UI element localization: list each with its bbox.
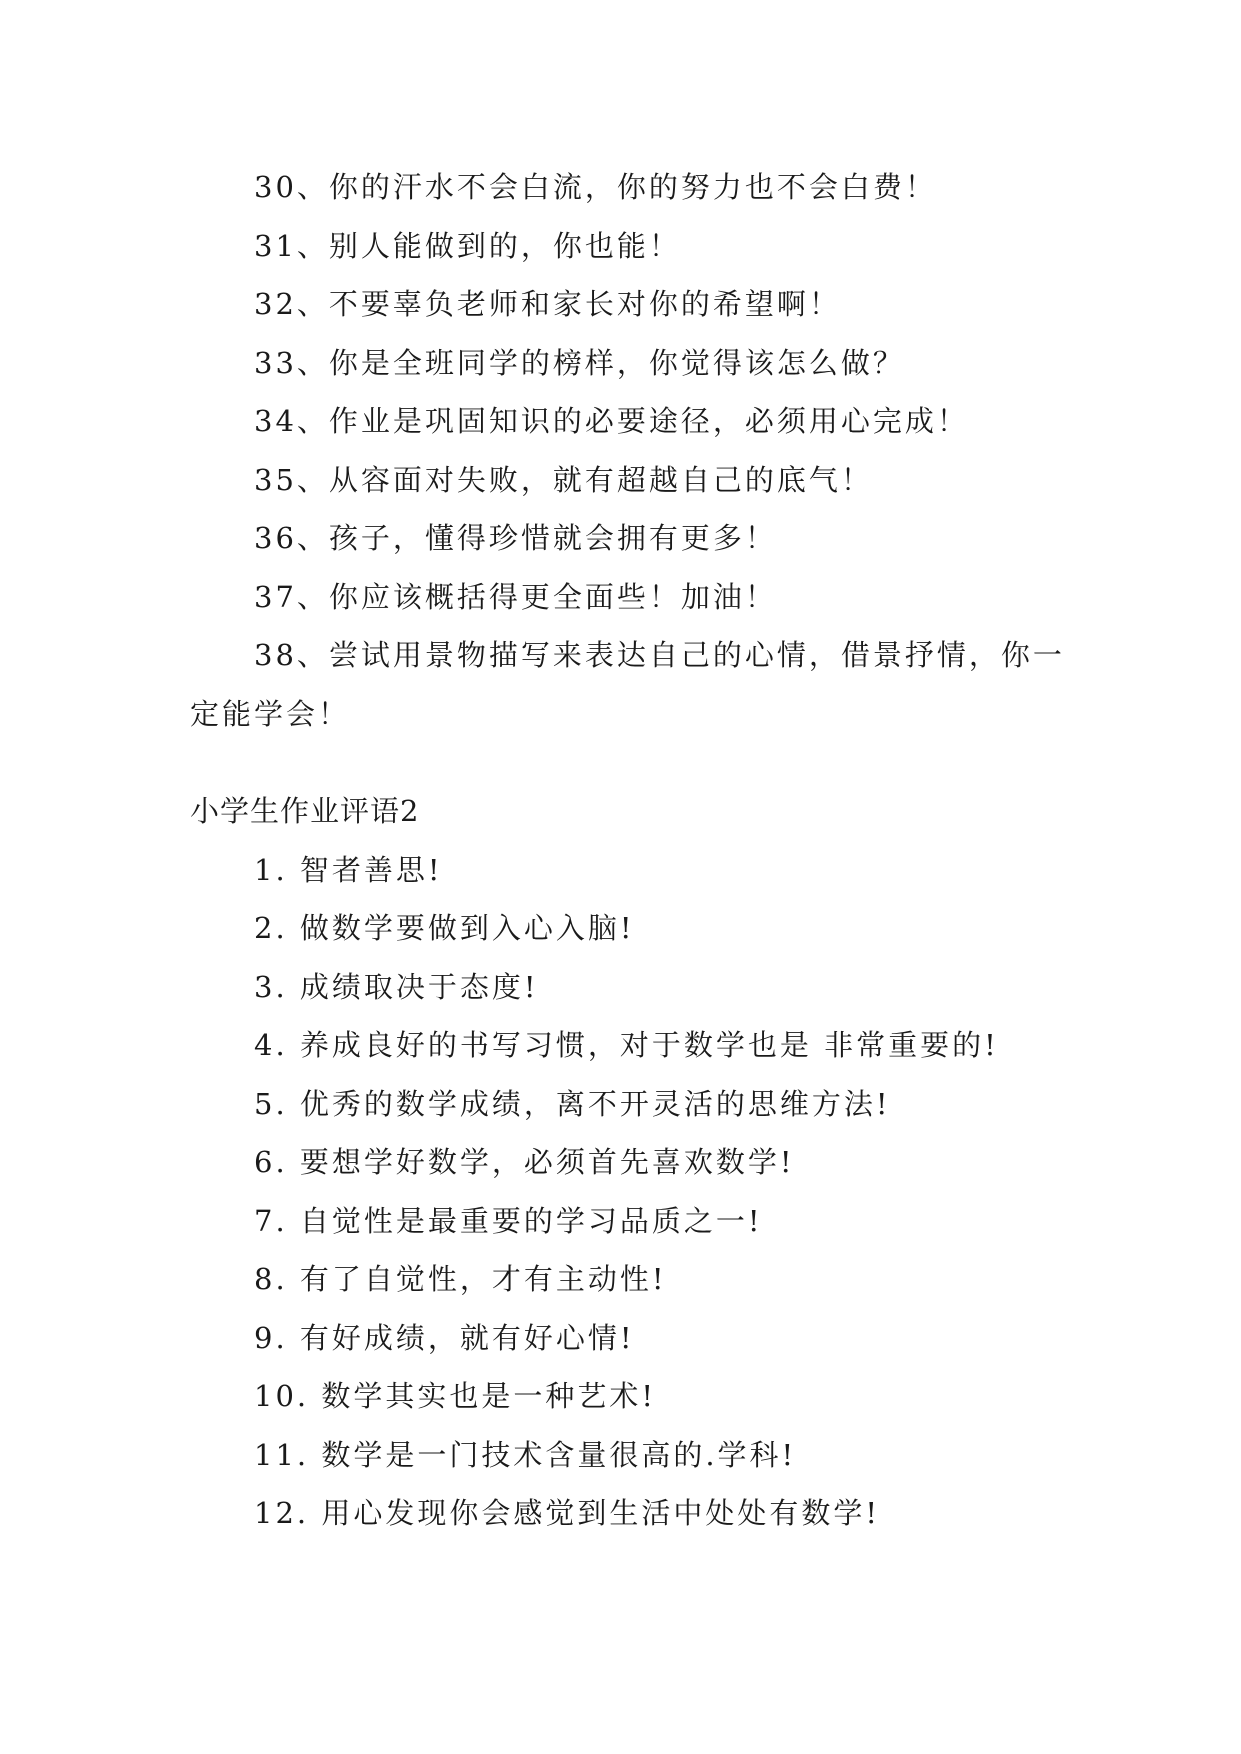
comment-item-35: 35、从容面对失败，就有超越自己的底气！ [254, 462, 873, 497]
comment-list-2 [190, 841, 1070, 1543]
section-title: 小学生作业评语2 [190, 794, 420, 828]
math-comment-4: 4. 养成良好的书写习惯，对于数学也是 非常重要的! [254, 1028, 999, 1062]
comment-item-32: 32、不要辜负老师和家长对你的希望啊！ [254, 287, 841, 321]
math-comment-12: 12. 用心发现你会感觉到生活中处处有数学! [254, 1496, 880, 1530]
comment-item-33: 33、你是全班同学的榜样，你觉得该怎么做？ [254, 345, 905, 380]
comment-list-1 [190, 158, 1070, 743]
comment-item-38: 38、尝试用景物描写来表达自己的心情，借景抒情，你一定能学会！ [190, 638, 1065, 731]
math-comment-8: 8. 有了自觉性，才有主动性! [254, 1262, 667, 1296]
comment-item-34: 34、作业是巩固知识的必要途径，必须用心完成！ [254, 404, 969, 438]
math-comment-11: 11. 数学是一门技术含量很高的.学科! [254, 1437, 797, 1472]
document-body [190, 158, 1070, 1543]
math-comment-2: 2. 做数学要做到入心入脑! [254, 911, 635, 945]
math-comment-1: 1. 智者善思! [254, 852, 443, 887]
section-spacer [190, 743, 1070, 782]
math-comment-9: 9. 有好成绩，就有好心情! [254, 1320, 635, 1355]
math-comment-10: 10. 数学其实也是一种艺术! [254, 1379, 656, 1413]
math-comment-5: 5. 优秀的数学成绩，离不开灵活的思维方法! [254, 1086, 891, 1121]
comment-item-36: 36、孩子，懂得珍惜就会拥有更多！ [254, 521, 777, 555]
math-comment-6: 6. 要想学好数学，必须首先喜欢数学! [254, 1145, 795, 1179]
math-comment-7: 7. 自觉性是最重要的学习品质之一! [254, 1203, 763, 1238]
comment-item-31: 31、别人能做到的，你也能！ [254, 228, 681, 263]
comment-item-37: 37、你应该概括得更全面些！加油！ [254, 579, 777, 614]
math-comment-3: 3. 成绩取决于态度! [254, 969, 539, 1004]
comment-item-30: 30、你的汗水不会白流，你的努力也不会白费！ [254, 170, 937, 204]
